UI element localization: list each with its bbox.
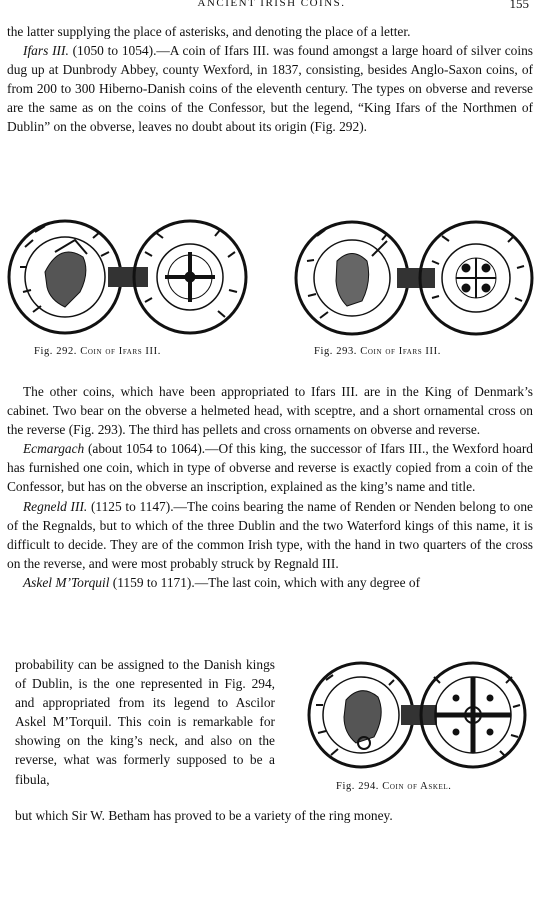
figure-292-coin-illustration (5, 212, 250, 342)
king-name-ecmargach: Ecmargach (23, 441, 85, 457)
figure-293-coin-illustration (292, 216, 537, 340)
figure-293-caption (314, 346, 441, 357)
paragraph-other-coins: The other coins, which have been appropriated to Ifars III. are in the King of Denmark’s cabinet. Two bear on the obverse a helmeted head, with sceptre, and a short ornamental cross on the reverse (Fig. 293). The third has pellets and cross ornaments on obverse and reverse. (7, 384, 533, 438)
paragraph-askel-wrapped: probability can be assigned to the Danish kings of Dublin, is the one represented in Fig. 294, and appropriated from its legend to Ascilor Askel M’Torquil. This coin is remarkable for showing on the king’s neck, and also on the reverse, what was formerly supposed to be a fibula, (15, 657, 275, 787)
page-number: 155 (509, 0, 529, 11)
figure-292-title: Coin of Ifars III. (80, 346, 161, 357)
paragraph-continuation: the latter supplying the place of asterisks, and denoting the place of a letter. (7, 24, 411, 39)
text-block-top (7, 22, 533, 137)
paragraph-ecmargach-text: (about 1054 to 1064).—Of this king, the successor of Ifars III., the Wexford hoard has furnished one coin, which in type of obverse and reverse is exactly copied from a coin of the Confessor, but has on the obverse an inscription, explained as the king’s name and title. (7, 441, 533, 495)
figure-294-title: Coin of Askel. (382, 781, 452, 792)
figure-293-title: Coin of Ifars III. (360, 346, 441, 357)
paragraph-regneld-text: (1125 to 1147).—The coins bearing the name of Renden or Nenden belong to one of the Regnalds, but to which of the three Dublin and the two Waterford kings of this name, it is difficult to decide. They are of the common Irish type, with the hand in two quarters of the cross on the reverse, and were most probably struck by Regnald III. (7, 498, 533, 571)
paragraph-askel-text: (1159 to 1171).—The last coin, which with any degree of (109, 574, 421, 590)
figure-292-number: Fig. 292. (34, 346, 78, 357)
figure-292-caption (34, 346, 161, 357)
figure-294-coin-illustration (306, 655, 528, 775)
paragraph-ifars-text: (1050 to 1054).—A coin of Ifars III. was found amongst a large hoard of silver coins dug up at Dunbrody Abbey, county Wexford, in 1837, consisting, besides Anglo-Saxon coins, of from 200 to 300 Hiberno-Danish coins of the eleventh century. The types on obverse and reverse are the same as on the coins of the Confessor, but the legend, “King Ifars of the Northmen of Dublin” on the obverse, leaves no doubt about its origin (Fig. 292). (7, 43, 533, 135)
paragraph-ecmargach (7, 439, 533, 496)
figure-293-number: Fig. 293. (314, 346, 358, 357)
running-title: ANCIENT IRISH COINS. (197, 0, 346, 9)
figure-294-number: Fig. 294. (336, 781, 380, 792)
figure-294-caption (336, 781, 451, 792)
text-wrap-column (15, 655, 275, 789)
paragraph-regneld (7, 497, 533, 573)
king-name-ifars: Ifars III. (23, 43, 69, 59)
king-name-regneld: Regneld III. (23, 498, 88, 514)
paragraph-askel-final-line: but which Sir W. Betham has proved to be a variety of the ring money. (15, 808, 393, 823)
paragraph-ifars (7, 41, 533, 136)
paragraph-askel-first-line (7, 573, 533, 592)
king-name-askel: Askel M’Torquil (23, 574, 110, 590)
running-header (0, 0, 543, 11)
text-block-middle (7, 382, 533, 592)
